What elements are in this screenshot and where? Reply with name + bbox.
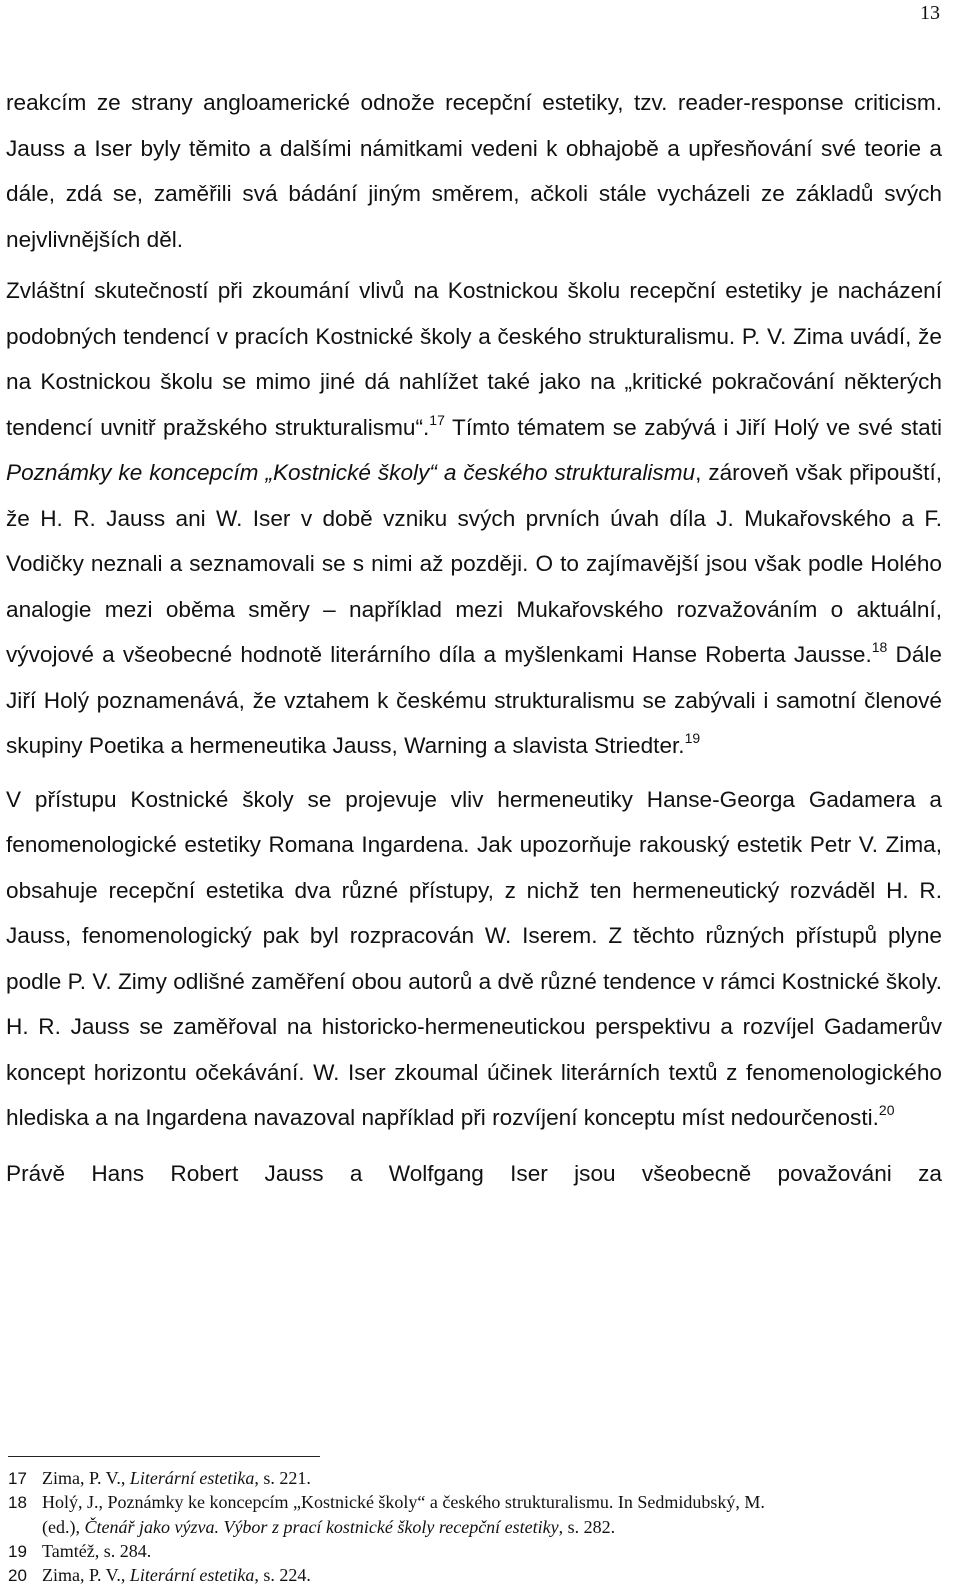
footnote (8, 1539, 948, 1564)
paragraph (6, 268, 942, 769)
italic-text: Poznámky ke koncepcím „Kostnické školy“ a českého strukturalismu (6, 460, 696, 485)
footnote-line (8, 1466, 948, 1491)
footnote-number: 18 (8, 1493, 27, 1512)
text-run: Tímto tématem se zabývá i Jiří Holý ve své stati (444, 414, 943, 440)
footnote (8, 1466, 948, 1491)
italic-text: Literární estetika (129, 1468, 255, 1488)
italic-text: Čtenář jako výzva. Výbor z prací kostnické školy recepční estetiky (84, 1517, 559, 1537)
text-run: Zima, P. V., (42, 1565, 130, 1585)
footnote (8, 1490, 948, 1539)
paragraph (6, 80, 942, 262)
footnote-number: 19 (8, 1542, 27, 1561)
text-run: , zároveň však připouští, že H. R. Jauss ani W. Iser v době vzniku svých prvních úvah díla J. Mukařovského a F. Vodičky neznali a seznamovali se s nimi až později. O to zajímavější jsou však podle Holého analogie mezi oběma směry – například mezi Mukařovského rozvažováním o aktuální, vývojové a všeobecné hodnotě literárního díla a myšlenkami Hanse Roberta Jausse. (6, 460, 943, 667)
footnote-reference: 20 (878, 1102, 895, 1118)
text-run: reakcím ze strany angloamerické odnože recepční estetiky, tzv. reader-response criticism. Jauss a Iser byly těmito a dalšími námitkami vedeni k obhajobě a upřesňování své teorie a dále, zdá se, zaměřili svá bádání jiným směrem, ačkoli stále vycházeli ze základů svých nejvlivnějších děl. (6, 90, 942, 252)
main-text (6, 80, 942, 1196)
paragraph (6, 1151, 942, 1197)
text-run: Dále Jiří Holý poznamenává, že vztahem k českému strukturalismu se zabývali i samotní členové skupiny Poetika a hermeneutika Jauss, Warning a slavista Striedter. (6, 642, 942, 758)
footnote-line (8, 1563, 948, 1588)
footnote-line (8, 1490, 948, 1515)
text-run: Holý, J., Poznámky ke koncepcím „Kostnické školy“ a českého strukturalismu. In Sedmidubský, M. (42, 1492, 765, 1512)
text-run: Právě Hans Robert Jauss a Wolfgang Iser jsou všeobecně považováni za (6, 1160, 942, 1186)
footnote-line (8, 1539, 948, 1564)
footnote-number: 17 (8, 1469, 27, 1488)
footnote-reference: 17 (429, 411, 445, 428)
text-run: , s. 221. (254, 1468, 311, 1488)
text-run: Zima, P. V., (42, 1468, 130, 1488)
footnote-line (8, 1515, 948, 1539)
text-run: Tamtéž, s. 284. (42, 1541, 152, 1561)
text-run: (ed.), (42, 1517, 85, 1537)
paragraph (6, 777, 942, 1141)
text-run: Zvláštní skutečností při zkoumání vlivů na Kostnickou školu recepční estetiky je nacházení podobných tendencí v pracích Kostnické školy a českého strukturalismu. P. V. Zima uvádí, že na Kostnickou školu se mimo jiné dá nahlížet také jako na „kritické pokračování některých tendencí uvnitř pražského strukturalismu“. (6, 278, 942, 440)
text-run: , s. 282. (558, 1517, 616, 1537)
page-number: 13 (920, 2, 940, 24)
text-run: V přístupu Kostnické školy se projevuje vliv hermeneutiky Hanse-Georga Gadamera a fenomenologické estetiky Romana Ingardena. Jak upozorňuje rakouský estetik Petr V. Zima, obsahuje recepční estetika dva různé přístupy, z nichž ten hermeneutický rozváděl H. R. Jauss, fenomenologický pak byl rozpracován W. Iserem. Z těchto různých přístupů plyne podle P. V. Zimy odlišné zaměření obou autorů a dvě různé tendence v rámci Kostnické školy. H. R. Jauss se zaměřoval na historicko-hermeneutickou perspektivu a rozvíjel Gadamerův koncept horizontu očekávání. W. Iser zkoumal účinek literárních textů z fenomenologického hlediska a na Ingardena navazoval například při rozvíjení konceptu míst nedourčenosti. (6, 786, 942, 1130)
footnote-reference: 18 (871, 639, 888, 655)
footnote-separator (8, 1456, 320, 1457)
footnote-number: 20 (8, 1566, 27, 1585)
footnote-reference: 19 (684, 730, 701, 746)
italic-text: Literární estetika (129, 1565, 255, 1585)
footnote (8, 1563, 948, 1588)
text-run: , s. 224. (254, 1565, 311, 1585)
